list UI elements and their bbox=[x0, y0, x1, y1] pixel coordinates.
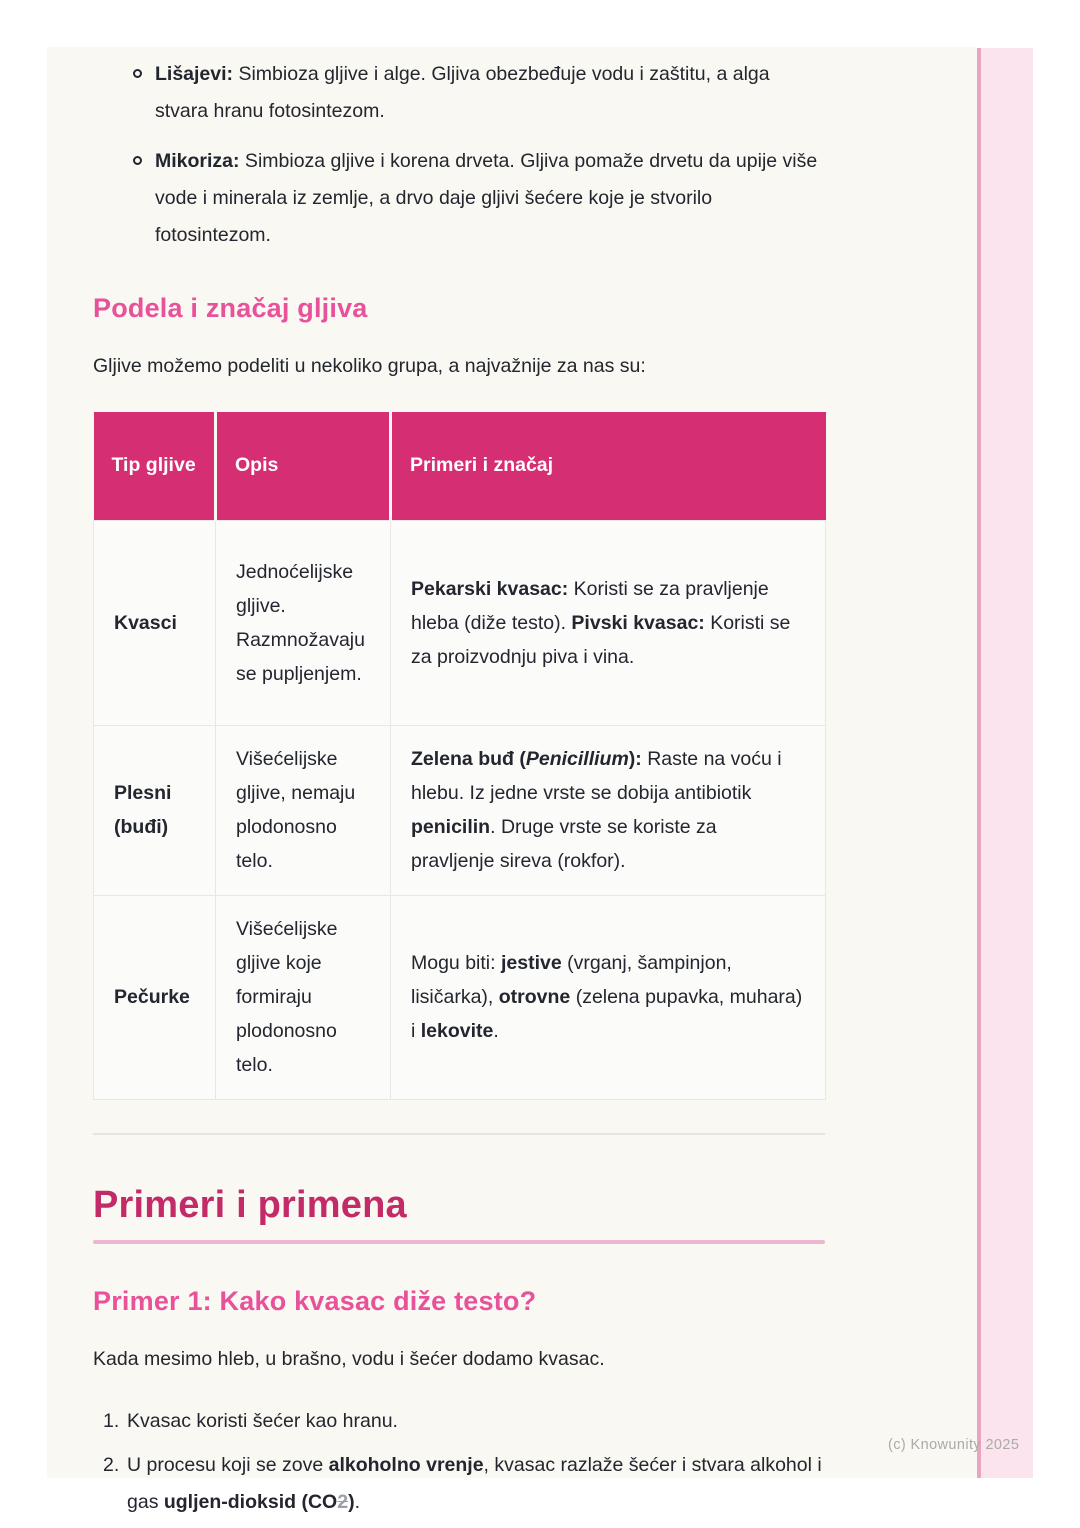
cell-opis: Višećelijske gljive koje formiraju plodonosno telo. bbox=[216, 895, 391, 1099]
section-divider bbox=[93, 1133, 825, 1135]
step-number: 2. bbox=[103, 1453, 120, 1476]
circle-bullet-icon bbox=[133, 156, 142, 165]
note-paper bbox=[47, 47, 977, 1513]
step-item-1 bbox=[103, 1403, 825, 1440]
step-text: U procesu koji se zove alkoholno vrenje, kvasac razlaže šećer i stvara alkohol i gas ugljen-dioksid (CO2). bbox=[127, 1453, 822, 1513]
fungi-types-table bbox=[93, 412, 826, 1100]
cell-opis: Jednoćelijske gljive. Razmnožavaju se pupljenjem. bbox=[216, 520, 391, 725]
table-header-primeri: Primeri i značaj bbox=[391, 412, 826, 520]
note-content bbox=[93, 47, 825, 1521]
page-title-primeri: Primeri i primena bbox=[93, 1183, 407, 1226]
circle-bullet-icon bbox=[133, 69, 142, 78]
primer1-steps-list bbox=[93, 1403, 825, 1521]
section-intro-podela: Gljive možemo podeliti u nekoliko grupa, a najvažnije za nas su: bbox=[93, 355, 646, 377]
table-header-tip: Tip gljive bbox=[94, 412, 216, 520]
step-number: 1. bbox=[103, 1409, 120, 1432]
list-item-lisajevi bbox=[155, 56, 825, 130]
table-row-kvasci bbox=[94, 520, 826, 725]
table-header-row bbox=[94, 412, 826, 520]
table-row-pecurke bbox=[94, 895, 826, 1099]
page-edge-pink-stripe bbox=[977, 48, 1033, 1478]
list-item-mikoriza bbox=[155, 143, 825, 254]
table-header-opis: Opis bbox=[216, 412, 391, 520]
step-item-2 bbox=[103, 1447, 825, 1521]
table-row-plesni bbox=[94, 725, 826, 895]
cell-primeri: Zelena buđ (Penicillium): Raste na voću i hlebu. Iz jedne vrste se dobija antibiotik penicilin. Druge vrste se koriste za pravljenje sireva (rokfor). bbox=[391, 725, 826, 895]
symbiosis-bullet-list bbox=[93, 56, 825, 254]
list-item-text: Mikoriza: Simbioza gljive i korena drveta. Gljiva pomaže drvetu da upije više vode i minerala iz zemlje, a drvo daje gljivi šećere koje je stvorilo fotosintezom. bbox=[155, 150, 818, 246]
cell-opis: Višećelijske gljive, nemaju plodonosno telo. bbox=[216, 725, 391, 895]
list-item-text: Lišajevi: Simbioza gljive i alge. Gljiva obezbeđuje vodu i zaštitu, a alga stvara hranu fotosintezom. bbox=[155, 63, 770, 122]
cell-primeri: Mogu biti: jestive (vrganj, šampinjon, lisičarka), otrovne (zelena pupavka, muhara) i lekovite. bbox=[391, 895, 826, 1099]
section-heading-podela: Podela i značaj gljiva bbox=[93, 293, 368, 323]
step-text: Kvasac koristi šećer kao hranu. bbox=[127, 1409, 398, 1432]
cell-tip: Plesni (buđi) bbox=[94, 725, 216, 895]
cell-primeri: Pekarski kvasac: Koristi se za pravljenje hleba (diže testo). Pivski kvasac: Koristi se za proizvodnju piva i vina. bbox=[391, 520, 826, 725]
primer1-intro: Kada mesimo hleb, u brašno, vodu i šećer dodamo kvasac. bbox=[93, 1347, 605, 1370]
footer-credit: (c) Knowunity 2025 bbox=[888, 1437, 1020, 1453]
title-underline bbox=[93, 1240, 825, 1244]
cell-tip: Pečurke bbox=[94, 895, 216, 1099]
cell-tip: Kvasci bbox=[94, 520, 216, 725]
section-heading-primer1: Primer 1: Kako kvasac diže testo? bbox=[93, 1285, 537, 1316]
